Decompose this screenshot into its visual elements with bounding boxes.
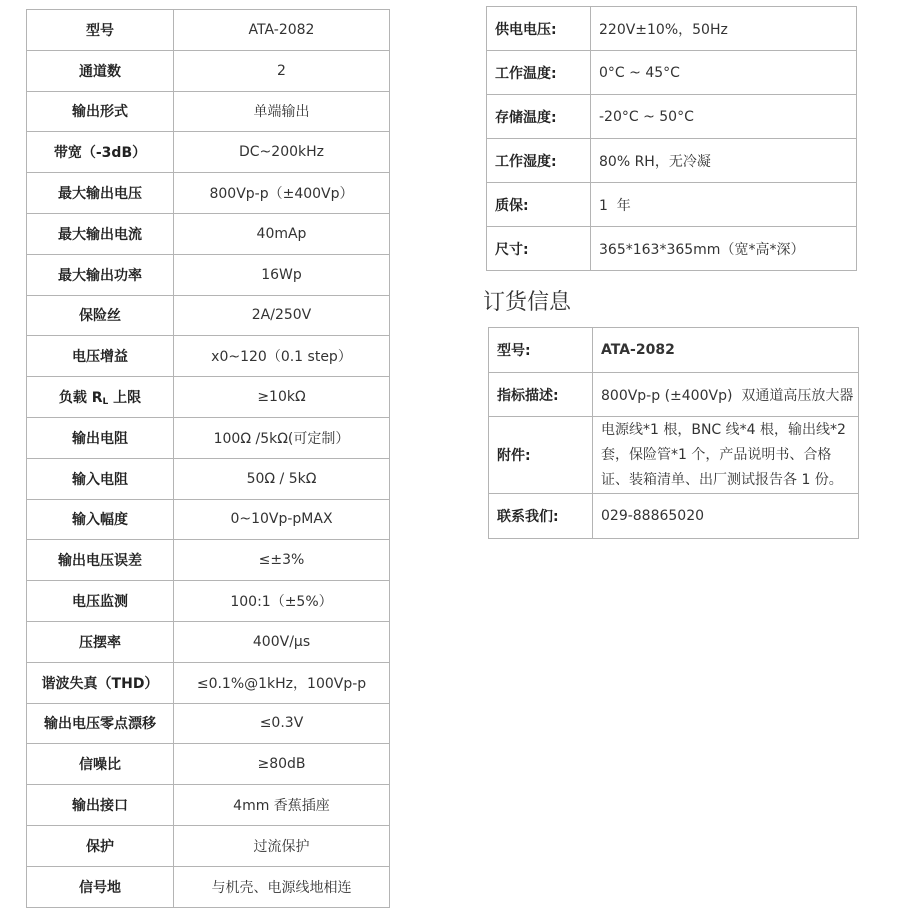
spec-label-bandwidth: 带宽（-3dB） — [27, 132, 174, 173]
spec-label-signal-ground: 信号地 — [27, 866, 174, 907]
table-row — [27, 213, 390, 254]
spec-label-humidity: 工作湿度: — [487, 139, 591, 183]
spec-value-load-limit: ≥10kΩ — [174, 377, 390, 418]
spec-label-warranty: 质保: — [487, 183, 591, 227]
spec-label-output-resistance: 输出电阻 — [27, 417, 174, 458]
table-row — [487, 139, 857, 183]
table-row — [27, 825, 390, 866]
order-label-accessories: 附件: — [489, 417, 593, 494]
table-row — [27, 254, 390, 295]
table-row — [27, 662, 390, 703]
table-row — [27, 581, 390, 622]
order-value-model: ATA-2082 — [593, 328, 859, 373]
table-row — [27, 703, 390, 744]
spec-value-protection: 过流保护 — [174, 825, 390, 866]
spec-value-voltage-error: ≤±3% — [174, 540, 390, 581]
spec-value-input-resistance: 50Ω / 5kΩ — [174, 458, 390, 499]
order-label-contact: 联系我们: — [489, 494, 593, 539]
spec-label-output-type: 输出形式 — [27, 91, 174, 132]
spec-value-bandwidth: DC~200kHz — [174, 132, 390, 173]
table-row — [27, 621, 390, 662]
table-row — [487, 183, 857, 227]
spec-value-max-current: 40mAp — [174, 213, 390, 254]
spec-label-dimensions: 尺寸: — [487, 227, 591, 271]
label-suffix: 上限 — [108, 390, 142, 407]
table-row — [489, 417, 859, 494]
spec-value-zero-drift: ≤0.3V — [174, 703, 390, 744]
spec-value-output-connector: 4mm 香蕉插座 — [174, 785, 390, 826]
table-row — [27, 785, 390, 826]
table-row — [487, 51, 857, 95]
spec-label-zero-drift: 输出电压零点漂移 — [27, 703, 174, 744]
spec-label-voltage-error: 输出电压误差 — [27, 540, 174, 581]
table-row — [27, 10, 390, 51]
table-row — [27, 417, 390, 458]
spec-label-voltage-monitor: 电压监测 — [27, 581, 174, 622]
spec-value-snr: ≥80dB — [174, 744, 390, 785]
spec-value-thd: ≤0.1%@1kHz，100Vp-p — [174, 662, 390, 703]
label-subscript: L — [102, 397, 109, 408]
table-row — [27, 50, 390, 91]
spec-value-dimensions: 365*163*365mm（宽*高*深） — [591, 227, 857, 271]
spec-label-max-voltage: 最大输出电压 — [27, 173, 174, 214]
spec-label-max-current: 最大输出电流 — [27, 213, 174, 254]
table-row — [27, 336, 390, 377]
spec-value-operating-temp: 0°C ~ 45°C — [591, 51, 857, 95]
table-row — [487, 95, 857, 139]
spec-table-main — [26, 9, 390, 908]
spec-value-humidity: 80% RH，无冷凝 — [591, 139, 857, 183]
table-row — [489, 494, 859, 539]
order-label-description: 指标描述: — [489, 373, 593, 417]
table-row — [489, 328, 859, 373]
spec-value-output-type: 单端输出 — [174, 91, 390, 132]
spec-label-slew-rate: 压摆率 — [27, 621, 174, 662]
spec-value-input-amplitude: 0~10Vp-pMAX — [174, 499, 390, 540]
spec-label-max-power: 最大输出功率 — [27, 254, 174, 295]
spec-label-voltage-gain: 电压增益 — [27, 336, 174, 377]
spec-value-max-power: 16Wp — [174, 254, 390, 295]
spec-label-channels: 通道数 — [27, 50, 174, 91]
table-row — [27, 91, 390, 132]
spec-value-warranty: 1 年 — [591, 183, 857, 227]
spec-label-input-amplitude: 输入幅度 — [27, 499, 174, 540]
spec-label-model: 型号 — [27, 10, 174, 51]
spec-value-slew-rate: 400V/μs — [174, 621, 390, 662]
table-row — [27, 499, 390, 540]
table-row — [27, 866, 390, 907]
spec-label-load-limit — [27, 377, 174, 418]
spec-label-snr: 信噪比 — [27, 744, 174, 785]
spec-value-fuse: 2A/250V — [174, 295, 390, 336]
spec-value-model: ATA-2082 — [174, 10, 390, 51]
table-row — [489, 373, 859, 417]
table-row — [27, 173, 390, 214]
spec-label-protection: 保护 — [27, 825, 174, 866]
table-row — [27, 744, 390, 785]
spec-value-voltage-monitor: 100:1（±5%） — [174, 581, 390, 622]
spec-value-signal-ground: 与机壳、电源线地相连 — [174, 866, 390, 907]
spec-value-output-resistance: 100Ω /5kΩ(可定制） — [174, 417, 390, 458]
spec-table-environment — [486, 6, 857, 271]
label-prefix: 负载 R — [58, 390, 103, 407]
order-value-contact-phone: 029-88865020 — [593, 494, 859, 539]
order-info-table — [488, 327, 859, 539]
order-value-description: 800Vp-p (±400Vp) 双通道高压放大器 — [593, 373, 859, 417]
spec-label-fuse: 保险丝 — [27, 295, 174, 336]
table-row — [27, 377, 390, 418]
table-row — [487, 227, 857, 271]
spec-value-supply-voltage: 220V±10%，50Hz — [591, 7, 857, 51]
table-row — [27, 132, 390, 173]
table-row — [27, 458, 390, 499]
spec-label-thd: 谐波失真（THD） — [27, 662, 174, 703]
spec-label-supply-voltage: 供电电压: — [487, 7, 591, 51]
spec-label-operating-temp: 工作温度: — [487, 51, 591, 95]
order-label-model: 型号: — [489, 328, 593, 373]
table-row — [27, 295, 390, 336]
spec-label-output-connector: 输出接口 — [27, 785, 174, 826]
spec-value-voltage-gain: x0~120（0.1 step） — [174, 336, 390, 377]
spec-value-channels: 2 — [174, 50, 390, 91]
order-info-heading: 订货信息 — [483, 290, 572, 315]
spec-label-input-resistance: 输入电阻 — [27, 458, 174, 499]
spec-label-storage-temp: 存储温度: — [487, 95, 591, 139]
table-row — [27, 540, 390, 581]
order-value-accessories: 电源线*1 根，BNC 线*4 根，输出线*2 套，保险管*1 个，产品说明书、合格证、装箱清单、出厂测试报告各 1 份。 — [593, 417, 859, 494]
spec-value-storage-temp: -20°C ~ 50°C — [591, 95, 857, 139]
table-row — [487, 7, 857, 51]
spec-value-max-voltage: 800Vp-p（±400Vp） — [174, 173, 390, 214]
